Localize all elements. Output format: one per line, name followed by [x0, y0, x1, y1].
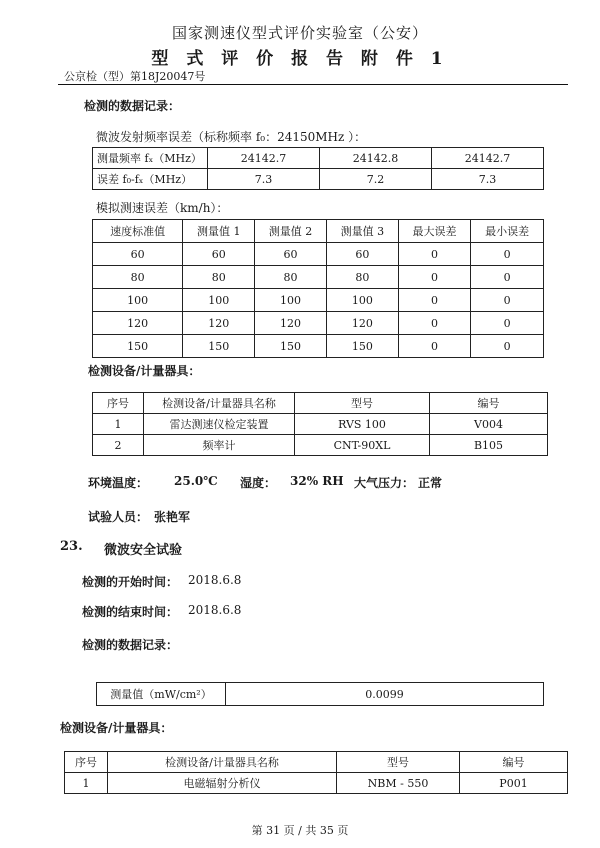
table-cell: 24142.7 [432, 148, 544, 169]
header-divider [58, 84, 568, 85]
table-cell: 1 [93, 414, 144, 435]
table-cell: 0 [398, 335, 471, 358]
table-row [93, 289, 544, 312]
table-cell: 0 [471, 266, 544, 289]
table-cell: 100 [326, 289, 398, 312]
column-header: 序号 [93, 393, 144, 414]
table-cell: 80 [93, 266, 183, 289]
page-footer: 第 31 页 / 共 35 页 [251, 824, 349, 837]
table-cell: 7.3 [208, 169, 320, 190]
end-time-label: 检测的结束时间： [82, 605, 179, 619]
table-cell: 0 [471, 335, 544, 358]
table-cell: 1 [65, 773, 108, 794]
table-row [93, 435, 548, 456]
table-row [93, 243, 544, 266]
measurement-table [96, 682, 544, 706]
table-cell: 24142.8 [320, 148, 432, 169]
table-cell: 80 [255, 266, 327, 289]
table-row [93, 266, 544, 289]
table-cell: 100 [255, 289, 327, 312]
table-cell: 雷达测速仪检定装置 [144, 414, 295, 435]
table-row [93, 335, 544, 358]
humidity-label: 湿度： [240, 476, 277, 490]
column-header: 检测设备/计量器具名称 [108, 752, 337, 773]
table-cell: 150 [183, 335, 255, 358]
column-header: 测量值 2 [255, 220, 327, 243]
row-label: 测量频率 fₓ（MHz） [93, 148, 208, 169]
start-time-value: 2018.6.8 [188, 573, 242, 587]
table-cell: 150 [93, 335, 183, 358]
table-cell: P001 [460, 773, 568, 794]
table-cell: 100 [183, 289, 255, 312]
table-cell: 0 [471, 243, 544, 266]
column-header: 最大误差 [398, 220, 471, 243]
table-cell: 120 [326, 312, 398, 335]
tester-label: 试验人员： [88, 510, 149, 524]
table-cell: 120 [93, 312, 183, 335]
measurement-label: 测量值（mW/cm²） [97, 683, 226, 706]
speed-table [92, 219, 544, 358]
column-header: 检测设备/计量器具名称 [144, 393, 295, 414]
table-row [65, 773, 568, 794]
table-cell: 7.3 [432, 169, 544, 190]
pressure-label: 大气压力： [354, 476, 415, 490]
table-row [97, 683, 544, 706]
equipment-table [92, 392, 548, 456]
records-title: 检测的数据记录： [84, 99, 181, 113]
table-cell: 24142.7 [208, 148, 320, 169]
tester-name: 张艳军 [154, 510, 191, 524]
equipment-title-23: 检测设备/计量器具： [60, 721, 173, 735]
table-cell: B105 [430, 435, 548, 456]
column-header: 测量值 3 [326, 220, 398, 243]
equipment-table-23 [64, 751, 568, 794]
table-cell: 电磁辐射分析仪 [108, 773, 337, 794]
table-cell: 0 [471, 289, 544, 312]
measurement-value: 0.0099 [226, 683, 544, 706]
table-cell: CNT-90XL [295, 435, 430, 456]
column-header: 序号 [65, 752, 108, 773]
table-cell: 60 [93, 243, 183, 266]
column-header: 型号 [337, 752, 460, 773]
pressure-value: 正常 [418, 476, 443, 490]
temperature-value: 25.0℃ [174, 474, 218, 488]
table-cell: 60 [255, 243, 327, 266]
section-title: 微波安全试验 [104, 543, 183, 558]
table-cell: 120 [183, 312, 255, 335]
table-cell: 100 [93, 289, 183, 312]
table-cell: 0 [398, 312, 471, 335]
table-cell: 60 [183, 243, 255, 266]
table-cell: RVS 100 [295, 414, 430, 435]
table-cell: 2 [93, 435, 144, 456]
speed-caption: 模拟测速误差（km/h）： [96, 201, 229, 215]
table-cell: 频率计 [144, 435, 295, 456]
table-row [93, 312, 544, 335]
humidity-value: 32% RH [290, 474, 344, 488]
row-label: 误差 f₀-fₓ（MHz） [93, 169, 208, 190]
column-header: 最小误差 [471, 220, 544, 243]
table-cell: 80 [326, 266, 398, 289]
column-header: 编号 [430, 393, 548, 414]
end-time-value: 2018.6.8 [188, 603, 242, 617]
table-cell: 150 [255, 335, 327, 358]
table-row [93, 414, 548, 435]
table-cell: 60 [326, 243, 398, 266]
column-header: 测量值 1 [183, 220, 255, 243]
table-cell: 7.2 [320, 169, 432, 190]
freq-table [92, 147, 544, 190]
table-cell: V004 [430, 414, 548, 435]
document-title: 型 式 评 价 报 告 附 件 1 [151, 49, 449, 69]
table-header-row [93, 220, 544, 243]
equipment-title: 检测设备/计量器具： [88, 364, 201, 378]
table-header-row [93, 393, 548, 414]
column-header: 编号 [460, 752, 568, 773]
column-header: 速度标准值 [93, 220, 183, 243]
table-cell: 0 [398, 243, 471, 266]
table-row [93, 148, 544, 169]
table-cell: 150 [326, 335, 398, 358]
table-row [93, 169, 544, 190]
table-cell: NBM - 550 [337, 773, 460, 794]
start-time-label: 检测的开始时间： [82, 575, 179, 589]
section-number: 23. [60, 539, 83, 554]
table-cell: 0 [398, 266, 471, 289]
freq-caption: 微波发射频率误差（标称频率 f₀：24150MHz ）： [96, 130, 367, 144]
table-cell: 120 [255, 312, 327, 335]
temperature-label: 环境温度： [88, 476, 149, 490]
column-header: 型号 [295, 393, 430, 414]
table-cell: 80 [183, 266, 255, 289]
table-header-row [65, 752, 568, 773]
table-cell: 0 [471, 312, 544, 335]
table-cell: 0 [398, 289, 471, 312]
records-title-23: 检测的数据记录： [82, 638, 179, 652]
lab-name: 国家测速仪型式评价实验室（公安） [171, 24, 428, 42]
report-number: 公京检（型）第18J20047号 [64, 70, 206, 83]
